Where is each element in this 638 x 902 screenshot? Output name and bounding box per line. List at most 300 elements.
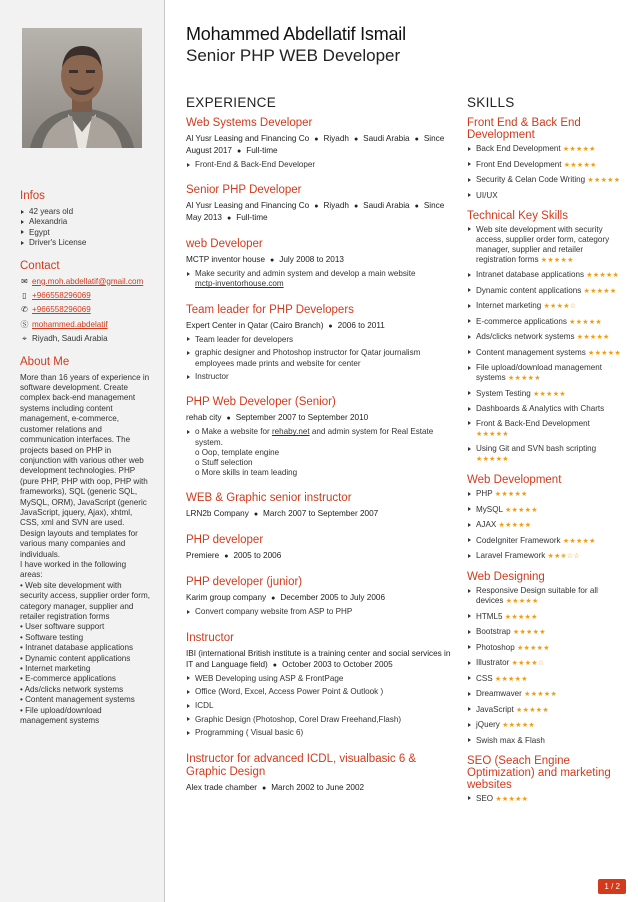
- skill-text: [476, 444, 622, 465]
- job-entry: [186, 753, 454, 794]
- skill-name: Internet marketing: [476, 301, 542, 310]
- star-rating-icon: ★★★★★: [502, 722, 535, 729]
- contact-skype: [20, 320, 150, 330]
- duty-text: and admin system for Real Estate system. o Oop, template engine o Stuff selection o More skills in team leading: [195, 427, 434, 478]
- job-title: Team leader for PHP Developers: [186, 303, 354, 316]
- job-meta: [186, 550, 454, 562]
- job-entry: [186, 304, 454, 383]
- separator-dot-icon: ●: [270, 257, 275, 265]
- job-duty-text: Convert company website from ASP to PHP: [195, 607, 353, 617]
- resume-header: [186, 24, 406, 67]
- star-rating-icon: ★★★★★: [494, 491, 528, 498]
- skill-name: JavaScript: [476, 704, 514, 714]
- skill-text: [476, 586, 622, 607]
- skill-text: [476, 551, 580, 562]
- job-meta-part: Alex trade chamber: [186, 782, 257, 792]
- separator-dot-icon: ●: [314, 203, 319, 211]
- skill-text: [476, 794, 528, 805]
- separator-dot-icon: ●: [414, 136, 419, 143]
- skill-name: System Testing: [476, 388, 531, 398]
- bullet-icon: [468, 492, 471, 496]
- skill-item: [467, 404, 622, 414]
- skype-link[interactable]: mohammed.abdelatif: [32, 319, 108, 329]
- skill-item: [467, 489, 622, 500]
- job-duty-text: [195, 427, 454, 478]
- separator-dot-icon: ●: [353, 203, 359, 211]
- star-rating-icon: ★★★★★: [540, 256, 574, 264]
- star-rating-icon: ★★★★★: [505, 598, 539, 605]
- skill-section: [467, 474, 622, 562]
- skill-item: [467, 674, 622, 685]
- separator-dot-icon: ●: [328, 322, 333, 330]
- skill-text: [476, 627, 546, 638]
- job-duty-list: [186, 160, 454, 170]
- contact-list: [20, 277, 150, 345]
- job-duty: [186, 701, 454, 711]
- star-rating-icon: ★★★★☆: [543, 303, 577, 310]
- whatsapp-link[interactable]: +966558296069: [32, 305, 91, 315]
- skill-item: [467, 720, 622, 731]
- separator-dot-icon: ●: [272, 661, 278, 669]
- job-meta: [186, 412, 454, 424]
- job-duty-list: [186, 427, 454, 478]
- skill-name: jQuery: [476, 720, 500, 729]
- job-duty: [186, 348, 454, 368]
- whatsapp-icon: ✆: [21, 305, 28, 315]
- contact-section: [20, 260, 150, 345]
- skill-name: Illustrator: [476, 658, 510, 667]
- skill-name: Back End Development: [476, 144, 561, 153]
- skill-name: Dreamwaver: [476, 689, 522, 698]
- skill-name: Ads/clicks network systems: [476, 332, 575, 341]
- job-duty-list: [186, 607, 454, 617]
- job-meta: [186, 320, 454, 332]
- skill-name: E-commerce applications: [476, 316, 567, 326]
- bullet-icon: [468, 645, 471, 649]
- job-meta-part: July 2008 to 2013: [279, 255, 344, 265]
- skill-text: [476, 317, 602, 328]
- infos-heading: Infos: [20, 190, 45, 202]
- star-rating-icon: ★★★★★: [588, 349, 621, 357]
- skill-item: [467, 689, 622, 700]
- job-meta-part: 2006 to 2011: [337, 320, 385, 330]
- job-duty-list: [186, 269, 454, 289]
- info-item: Driver's License: [20, 238, 150, 248]
- bullet-icon: [468, 147, 471, 151]
- job-meta-part: MCTP inventor house: [186, 255, 266, 265]
- skill-item: [467, 419, 622, 440]
- skill-text: [476, 505, 538, 516]
- about-heading: About Me: [20, 355, 70, 368]
- skill-item: [467, 536, 622, 547]
- job-meta-part: IBI (international British institute is a training center and social services in IT and Language field): [186, 648, 451, 669]
- job-duty: [186, 160, 454, 170]
- skill-section-title: Web Designing: [467, 571, 545, 583]
- skill-section: [467, 755, 622, 805]
- skill-name: File upload/download management systems: [476, 363, 602, 382]
- bullet-icon: [468, 723, 471, 727]
- job-meta-part: March 2007 to September 2007: [263, 509, 379, 519]
- bullet-icon: [187, 430, 190, 434]
- mobile-phone-icon: ▯: [22, 291, 27, 301]
- skill-name: CodeIgniter Framework: [476, 535, 561, 545]
- skill-item: [467, 363, 622, 384]
- skill-name: CSS: [476, 673, 493, 683]
- bullet-icon: [187, 272, 190, 276]
- skill-name: Front End Development: [476, 159, 562, 169]
- skill-name: Security & Celan Code Writing: [476, 175, 586, 184]
- duty-text: o Make a website for: [195, 427, 272, 437]
- job-title: PHP developer: [186, 534, 264, 547]
- job-entry: [186, 534, 454, 562]
- job-meta-part: rehab city: [186, 413, 222, 423]
- skill-text: [476, 689, 557, 700]
- info-item: Alexandria: [20, 217, 150, 227]
- skill-text: [476, 612, 538, 623]
- job-title: Senior PHP Developer: [186, 184, 302, 197]
- skill-text: [476, 332, 610, 343]
- skill-item: [467, 794, 622, 805]
- skill-item: [467, 144, 622, 155]
- person-name: Mohammed Abdellatif Ismail: [186, 24, 406, 44]
- skill-item: [467, 286, 622, 297]
- about-text: More than 16 years of experience in software development. Create complex back-end management systems including content management, e-commerce, customer relations and communication interfaces. The projects based on PHP in conjunction with various other web development technologies. PHP (pure PHP, PHP with oop, PHP with frameworks), SQL (generic SQL, MySQL, ORM), JavaScript (generic JavaScript, jquery, Ajax), xhtml, CSS, xml and SVN are used. Design layouts and templates for various many companies and individuals. I have worked in the following areas: • Web site development with security access, supplier order form, category manager, supplier and retailer registration forms • User software support • Software testing • Intranet database applications • Dynamic content applications • Internet marketing • E-commerce applications • Ads/clicks network systems • Content management systems • File upload/download management systems: [20, 372, 150, 726]
- bullet-icon: [468, 523, 471, 527]
- skill-text: [476, 301, 576, 312]
- skill-section: [467, 571, 622, 746]
- skill-item: [467, 551, 622, 562]
- separator-dot-icon: ●: [262, 784, 267, 792]
- skill-name: MySQL: [476, 504, 503, 514]
- job-duty-text: Graphic Design (Photoshop, Corel Draw Freehand,Flash): [195, 714, 402, 724]
- star-rating-icon: ★★★★★: [507, 375, 541, 382]
- skill-item: [467, 520, 622, 531]
- separator-dot-icon: ●: [353, 136, 359, 143]
- skill-name: HTML5: [476, 611, 503, 621]
- star-rating-icon: ★★★★★: [498, 522, 532, 529]
- bullet-icon: [468, 554, 471, 558]
- bullet-icon: [468, 193, 471, 197]
- bullet-icon: [468, 630, 471, 634]
- experience-column: [186, 95, 454, 808]
- job-meta-part: Riyadh: [323, 134, 349, 143]
- bullet-icon: [21, 241, 24, 245]
- bullet-icon: [468, 304, 471, 308]
- skill-item: [467, 301, 622, 312]
- skill-name: SEO: [476, 793, 494, 803]
- skill-name: Intranet database applications: [476, 270, 584, 279]
- separator-dot-icon: ●: [224, 553, 229, 561]
- skill-section-title: Front End & Back End Development: [467, 117, 581, 141]
- star-rating-icon: ★★★★★: [516, 706, 549, 714]
- job-meta: [186, 648, 454, 671]
- skill-list: [467, 144, 622, 201]
- job-meta-part: Karim group company: [186, 593, 267, 603]
- job-entry: [186, 632, 454, 739]
- separator-dot-icon: ●: [226, 215, 232, 223]
- job-duty: [186, 335, 454, 345]
- skill-item: [467, 191, 622, 201]
- skill-text: [476, 705, 549, 716]
- skill-item: [467, 505, 622, 516]
- job-duty-text: Office (Word, Excel, Access Power Point & Outlook ): [195, 687, 384, 697]
- bullet-icon: [187, 717, 190, 721]
- bullet-icon: [468, 178, 471, 182]
- skill-item: [467, 658, 622, 669]
- skills-list: [467, 117, 622, 805]
- job-meta-part: September 2007 to September 2010: [235, 413, 369, 423]
- star-rating-icon: ★★★★★: [476, 430, 509, 438]
- infos-list: [20, 207, 150, 249]
- skill-item: [467, 612, 622, 623]
- skill-text: [476, 674, 528, 685]
- bullet-icon: [468, 391, 471, 395]
- skill-item: [467, 389, 622, 400]
- job-duty-text: ICDL: [195, 701, 214, 711]
- skills-heading: SKILLS: [467, 95, 515, 110]
- skill-text: [476, 419, 622, 440]
- skill-name: Bootstrap: [476, 627, 511, 636]
- job-meta-part: Since August 2017: [186, 134, 445, 155]
- job-duty: [186, 728, 454, 738]
- skill-name: Dynamic content applications: [476, 285, 582, 295]
- job-meta-part: Expert Center in Qatar (Cairo Branch): [186, 320, 324, 330]
- separator-dot-icon: ●: [414, 203, 419, 211]
- skill-item: [467, 348, 622, 359]
- skill-section: [467, 117, 622, 201]
- job-meta-part: Al Yusr Leasing and Financing Co: [186, 134, 310, 143]
- bullet-icon: [187, 731, 190, 735]
- skill-text: [476, 389, 566, 400]
- bullet-icon: [187, 337, 190, 341]
- bullet-icon: [187, 375, 190, 379]
- star-rating-icon: ★★✬☆☆: [547, 553, 580, 560]
- star-rating-icon: ★★★★★: [562, 537, 596, 545]
- job-duty: [186, 372, 454, 382]
- bullet-icon: [468, 614, 471, 618]
- job-meta: [186, 254, 454, 266]
- skill-name: AJAX: [476, 520, 497, 529]
- star-rating-icon: ★★★★★: [576, 334, 610, 341]
- star-rating-icon: ★★★★★: [516, 644, 550, 652]
- skill-text: [476, 536, 596, 547]
- separator-dot-icon: ●: [271, 595, 276, 603]
- star-rating-icon: ★★★★★: [569, 318, 603, 326]
- skill-text: [476, 520, 531, 531]
- skill-item: [467, 444, 622, 465]
- skill-text: [476, 736, 545, 746]
- skill-item: [467, 586, 622, 607]
- infos-section: [20, 190, 150, 249]
- skype-icon: Ⓢ: [20, 319, 29, 329]
- skill-text: [476, 363, 622, 384]
- job-entry: [186, 396, 454, 478]
- skill-name: Using Git and SVN bash scripting: [476, 444, 597, 453]
- separator-dot-icon: ●: [236, 148, 242, 155]
- skill-name: Front & Back-End Development: [476, 418, 590, 428]
- job-meta-part: Riyadh: [323, 201, 349, 211]
- skill-item: [467, 627, 622, 638]
- skill-item: [467, 705, 622, 716]
- skill-text: [476, 286, 616, 297]
- skill-item: [467, 332, 622, 343]
- contact-location: ⌖ Riyadh, Saudi Arabia: [20, 334, 150, 344]
- skill-list: [467, 225, 622, 466]
- bullet-icon: [468, 319, 471, 323]
- skill-text: [476, 270, 619, 281]
- skill-item: [467, 225, 622, 266]
- bullet-icon: [21, 210, 24, 214]
- contact-email: [20, 277, 150, 287]
- contact-whatsapp: [20, 305, 150, 315]
- skill-section: [467, 210, 622, 466]
- star-rating-icon: ★★★★★: [504, 506, 538, 514]
- star-rating-icon: ★★★★★: [524, 691, 558, 698]
- job-list: [186, 117, 454, 794]
- phone-link[interactable]: +966558296069: [32, 291, 91, 301]
- star-rating-icon: ★★★★★: [512, 629, 546, 636]
- skill-section-title: Web Development: [467, 474, 562, 486]
- bullet-icon: [468, 335, 471, 339]
- bullet-icon: [468, 738, 471, 742]
- job-title: PHP developer (junior): [186, 576, 303, 589]
- job-meta-part: March 2002 to June 2002: [271, 782, 365, 792]
- job-duty-text: Programming ( Visual basic 6): [195, 728, 304, 738]
- star-rating-icon: ★★★★☆: [511, 660, 545, 667]
- skill-item: [467, 736, 622, 746]
- bullet-icon: [468, 350, 471, 354]
- skill-text: [476, 720, 535, 731]
- star-rating-icon: ★★★★★: [504, 613, 538, 621]
- job-meta-part: October 2003 to October 2005: [282, 659, 393, 669]
- bullet-icon: [468, 227, 471, 231]
- job-entry: [186, 238, 454, 289]
- job-duty: [186, 427, 454, 478]
- page-indicator: 1 / 2: [598, 879, 626, 894]
- job-duty-text: [195, 269, 415, 289]
- sidebar: [0, 0, 165, 902]
- bullet-icon: [468, 162, 471, 166]
- person-title: Senior PHP WEB Developer: [186, 46, 401, 65]
- skill-text: [476, 144, 596, 155]
- star-rating-icon: ★★★★★: [532, 390, 566, 398]
- skill-name: Photoshop: [476, 642, 515, 652]
- skill-list: [467, 794, 622, 805]
- job-duty-text: Front-End & Back-End Developer: [195, 160, 316, 169]
- duty-text: Make security and admin system and develop a main website: [195, 269, 416, 279]
- skill-text: [476, 658, 544, 669]
- job-meta-part: LRN2b Company: [186, 509, 249, 519]
- skill-text: [476, 225, 622, 266]
- job-meta-part: December 2005 to July 2006: [280, 593, 386, 603]
- job-duty: [186, 715, 454, 725]
- skill-text: [476, 160, 597, 171]
- skill-name: Responsive Design suitable for all devices: [476, 586, 598, 605]
- job-meta: [186, 592, 454, 604]
- skill-item: [467, 643, 622, 654]
- job-entry: [186, 492, 454, 520]
- star-rating-icon: ★★★★★: [562, 146, 596, 153]
- skill-text: [476, 404, 604, 414]
- job-meta-part: Al Yusr Leasing and Financing Co: [186, 201, 310, 211]
- bullet-icon: [468, 676, 471, 680]
- skill-name: Laravel Framework: [476, 551, 546, 560]
- bullet-icon: [468, 421, 471, 425]
- job-meta: [186, 133, 454, 157]
- bullet-icon: [21, 230, 24, 234]
- bullet-icon: [468, 589, 471, 593]
- skill-name: Content management systems: [476, 347, 586, 357]
- job-meta-part: Full-time: [246, 146, 278, 155]
- website-link[interactable]: mctp-inventorhouse.com: [195, 279, 284, 289]
- job-duty: [186, 607, 454, 617]
- job-title: Instructor for advanced ICDL, visualbasic 6 & Graphic Design: [186, 752, 417, 778]
- skills-column: [467, 95, 622, 814]
- bullet-icon: [187, 610, 190, 614]
- job-duty-text: Team leader for developers: [195, 334, 294, 344]
- job-title: WEB & Graphic senior instructor: [186, 492, 352, 505]
- star-rating-icon: ★★★★★: [476, 456, 509, 463]
- separator-dot-icon: ●: [226, 415, 231, 423]
- job-meta: [186, 200, 454, 224]
- info-item: Egypt: [20, 228, 150, 238]
- job-meta-part: Since May 2013: [186, 201, 445, 223]
- bullet-icon: [468, 661, 471, 665]
- skill-text: [476, 643, 550, 654]
- bullet-icon: [468, 407, 471, 411]
- email-link[interactable]: eng.moh.abdellatif@gmail.com: [32, 276, 144, 286]
- skill-text: [476, 489, 528, 500]
- job-meta: [186, 782, 454, 794]
- bullet-icon: [187, 351, 190, 355]
- bullet-icon: [21, 220, 24, 224]
- bullet-icon: [187, 163, 190, 167]
- bullet-icon: [468, 507, 471, 511]
- star-rating-icon: ★★★★★: [583, 287, 617, 295]
- website-link[interactable]: rehaby.net: [271, 427, 310, 437]
- bullet-icon: [187, 690, 190, 694]
- skill-text: [476, 191, 498, 201]
- skill-text: [476, 348, 621, 359]
- skill-section-title: Technical Key Skills: [467, 209, 568, 222]
- star-rating-icon: ★★★★★: [587, 177, 621, 184]
- job-meta-part: Full-time: [236, 213, 268, 223]
- job-duty: [186, 269, 454, 289]
- map-marker-icon: ⌖: [22, 334, 27, 344]
- bullet-icon: [187, 704, 190, 708]
- job-duty-text: Instructor: [195, 372, 229, 382]
- job-meta-part: Saudi Arabia: [363, 201, 410, 211]
- bullet-icon: [468, 692, 471, 696]
- skill-item: [467, 270, 622, 281]
- skill-list: [467, 489, 622, 562]
- envelope-icon: ✉: [21, 276, 28, 286]
- skill-list: [467, 586, 622, 746]
- job-title: Instructor: [186, 631, 234, 644]
- star-rating-icon: ★★★★★: [586, 272, 620, 279]
- bullet-icon: [468, 366, 471, 370]
- skill-item: [467, 175, 622, 186]
- job-duty-text: graphic designer and Photoshop instructor for Qatar journalism employees made prints and website for center: [195, 348, 421, 368]
- job-duty-text: WEB Developing using ASP & FrontPage: [195, 673, 344, 683]
- job-meta-part: Saudi Arabia: [363, 134, 410, 143]
- skill-name: PHP: [476, 489, 493, 498]
- job-duty: [186, 687, 454, 697]
- contact-phone: [20, 291, 150, 301]
- info-item: 42 years old: [20, 207, 150, 217]
- skill-name: UI/UX: [476, 190, 498, 200]
- job-meta-part: 2005 to 2006: [233, 551, 282, 561]
